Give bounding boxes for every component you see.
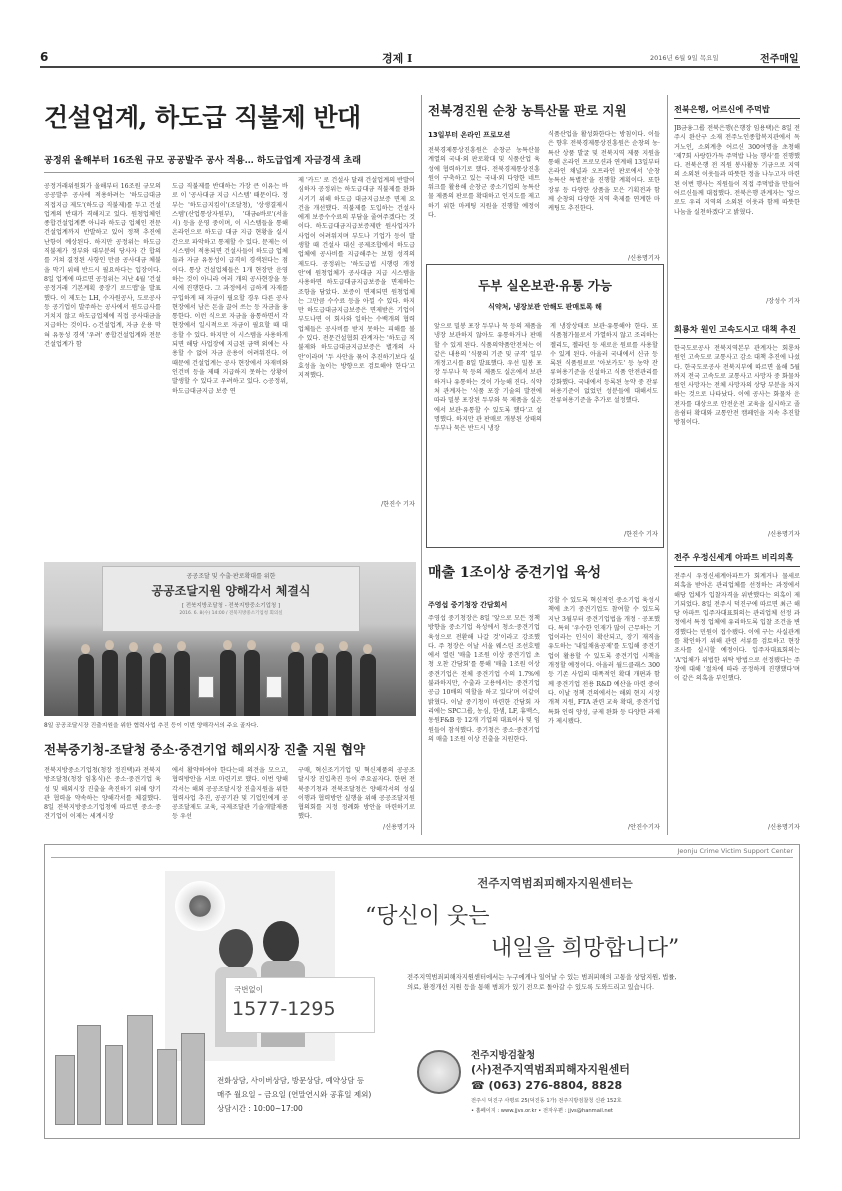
person [312, 653, 328, 716]
article1-body-col3: 제 '카드' 로 건설사 달래 건설업계의 반발이 심하자 공정위는 하도급대금 직불제를 완화시키기 위해 하도급 대금지급보증 면제 요건을 개선했다. 직불제를 도입하는 건설사에게 보증수수료의 부담을 줄여주겠다는 것이다. 하도급대금지급보증제란 원사업자가 사업이 어려워지며 부도나 기업가 등이 발생할 때 건설사 대신 공제조합에서 하도급 업체에 공사비를 지급해주는 보험 성격의 제도다. 공정위는 '하도급법 시행령 개정안'에 원청업체가 공사대금 지급 시스템을 사용하면 하도급대금지급보증을 면제하는 조항을 담았다. 보증이 면제되면 원청업체는 그만큼 수수료 등을 아낄 수 있다. 하지만 하도급대금지급보증은 면제받은 기업이 부도나면 이 회사와 일하는 수백개의 협력업체들은 공사비를 받지 못하는 피해를 볼 수 있다. 전문건설협회 관계자는 '하도급 직불제와 하도급대금지급보증은 별개의 사안'이라며 '두 사안을 묶어 추진하기보다 실효성을 높이는 방향으로 검토해야 한다'고 지적했다. [298, 177, 415, 380]
article6-headline: 전북은행, 어르신에 주먹밥 [674, 104, 770, 114]
flower-icon [175, 881, 225, 931]
header-rule [40, 66, 800, 68]
mou-photo [44, 562, 416, 716]
person-head [223, 640, 232, 650]
article2-byline: /신용명기자 [383, 824, 415, 831]
signed-document [198, 676, 214, 698]
article2-body-col3: 구매, 혁신조기기업 및 혁신제품의 공공조달시장 진입촉진 등이 주요골자다. 한편 전북중기청과 전북조달청은 양해각서의 성실이행과 협력방안 실행을 위해 공공조달지원협의회를 지정 정례화 방안을 마련하기로 했다. [298, 767, 415, 821]
article7-body: 한국도로공사 전북지역본부 관계자는 회룡차 원인 고속도로 교통사고 감소 대책 추진에 나섰다. 한국도로공사 전북지부에 따르면 올해 5월까지 전국 고속도로 교통사고 사망자 중 화물차 원인 사망자는 전체 사망자의 상당 부분을 차지하는 것으로 나타났다. 이에 공사는 화물차 운전자를 대상으로 안전운전 교육을 실시하고 졸음쉼터 확대와 교통안전 캠페인을 지속 추진할 방침이다. [674, 345, 800, 427]
ad-org-prosecutor: 전주지방검찰청 [471, 1050, 536, 1061]
paper-name: 전주매일 [760, 54, 799, 65]
building [55, 1055, 75, 1125]
hotline-number: 1577-1295 [232, 998, 336, 1020]
section-title: 경제 Ⅰ [382, 52, 413, 65]
banner-line4: 2016. 6. 8(수) 14:00 / 전북지방중소기업청 회의실 [179, 611, 283, 616]
photo-banner [102, 566, 360, 632]
article4-body-col1: 앞으로 밀봉 포장 두부나 묵 등의 제품을 냉장 보관하지 않아도 유통하거나 판매할 수 있게 된다. 식품의약품안전처는 이 같은 내용의 '식품의 기준 및 규격' 일부개정고시를 8일 발표했다. 우선 밀봉 포장 두부나 묵 등의 제품도 실온에서 보관하거나 유통하는 것이 가능해 진다. 식약처 관계자는 '식품 포장 기술의 발전에 따라 밀봉 포장된 두부와 묵 제품을 실온에서 보관·유통할 수 있도록 했다'고 설명했다. 하지만 관 판매로 개봉된 상태의 두부나 묵은 반드시 냉장 [434, 323, 542, 433]
article1-subhead: 공정위 올해부터 16조원 규모 공공발주 공사 적용… 하도급업계 자금경색 초래 [44, 155, 362, 166]
person-head [247, 640, 256, 650]
ad-description: 전주지역범죄피해자지원센터에서는 누구에게나 일어날 수 있는 범죄피해의 고통을 상담지원, 법률, 의료, 환경개선 지원 등을 통해 범죄가 있기 전으로 돌아갈 수 있도록 도와드리고 있습니다. [407, 974, 677, 991]
ad-title-org: 전주지역범죄피해자지원센터는 [477, 876, 633, 890]
article3-body-col2: 식품산업을 활성화한다는 방침이다. 이들은 향후 전북경제통상진흥원은 순창의 농·특산 상품 발굴 및 전북지역 제품 지원을 통해 온라인 프로모션과 연계해 13일부터 온라인 채널과 오프라인 판로에서 '순창 농특산 특별전'을 진행할 계획이다. 또한 장류 등 다양한 상품을 모은 기획전과 함께 순창의 다양한 지역 축제를 연계한 마케팅도 추진한다. [548, 131, 660, 213]
article4-subhead: 식약처, 냉장보관 안해도 판매토록 해 [488, 303, 602, 311]
ad-phone: ☎ (063) 276-8804, 8828 [471, 1079, 623, 1092]
article1-subhead-rule [44, 172, 414, 173]
article2-headline: 전북중기청-조달청 중소·중견기업 해외시장 진출 지원 협약 [44, 742, 366, 757]
article1-byline: /한진수 기자 [381, 501, 415, 508]
ad-web: • 홈페이지 : www.jjvs.or.kr • 전자우편 : jjvs@hanmail.net [471, 1108, 613, 1114]
article3-headline: 전북경진원 순창 농특산물 판로 지원 [428, 103, 627, 118]
ad-address: 전주시 덕진구 사평로 25(덕진동 1가) 전주지방검찰청 신관 152호 [471, 1098, 622, 1104]
article7-headline: 회룡차 원인 고속도시고 대책 추진 [674, 324, 797, 334]
article5-subhead: 주영섭 중기청장 간담회서 [428, 601, 508, 609]
hotline-box [225, 977, 375, 1033]
hotline-label: 국번없이 [234, 985, 263, 994]
person-head [291, 642, 300, 652]
banner-line3: [ 전북지방조달청 - 전북지방중소기업청 ] [181, 603, 281, 609]
child-figure [219, 929, 253, 969]
building [105, 1045, 123, 1125]
ad-top-rule [51, 857, 793, 858]
person-head [177, 641, 186, 651]
article6-byline: /장성수 기자 [766, 298, 800, 305]
person-head [153, 643, 162, 653]
person-head [129, 642, 138, 652]
column-divider-1 [421, 95, 422, 835]
person [174, 651, 190, 716]
person-head [339, 641, 348, 651]
article4-headline: 두부 실온보관·유통 가능 [478, 278, 612, 293]
ad-org-center: (사)전주지역범죄피해자지원센터 [471, 1063, 630, 1076]
article3-byline: /신용명기자 [628, 255, 660, 262]
building [127, 1015, 153, 1125]
person [288, 652, 304, 716]
article2-body-col2: 에서 활약하여야 한다는데 의견을 모으고, 협력방안을 서로 마련키로 했다. 이번 양해각서는 해외 공공조달시장 진출지원을 위한 협력사업 추진, 공공기관 및 기업인에게 공공조달제도 교육, 국제조달관 기술개발제품 등 우선 [172, 767, 288, 821]
column-divider-2 [667, 95, 668, 835]
article7-byline: /신용명기자 [768, 531, 800, 538]
article4-body-col2: 게 냉장상태로 보관·유통해야 한다. 또 식품첨가물로서 가열하지 않고 조리하는 젤리도, 젤라틴 등 새로운 원료를 사용할 수 있게 된다. 아울러 국내에서 신규 등록된 식품원료로 '아보카도' 등 농약 잔류허용기준을 신설하고 식품 안전관리를 강화했다. 국내에서 등록된 농약 중 잔류허용기준이 없었던 성분들에 대해서도 잔류허용기준을 추가로 설정했다. [550, 323, 658, 405]
person [126, 652, 142, 716]
article4-byline: /한진수 기자 [624, 531, 658, 538]
article5-byline: /안진수기자 [628, 824, 660, 831]
article6-rule [674, 118, 800, 119]
ad-time: 상담시간 : 10:00~17:00 [217, 1104, 303, 1113]
article3-subhead: 13일부터 온라인 프로모션 [428, 131, 511, 139]
victim-support-ad [44, 844, 800, 1139]
article8-body: 전주시 우정신세계아파트가 회계거나 물세로 의혹을 받아온 관리업체를 선정하는 과정에서 해당 업체가 입찰자격을 위반했다는 의혹이 제기되었다. 8일 전주시 덕진구에 따르면 최근 해당 아파트 입주자대표회의는 관리업체 선정 과정에서 특정 업체에 유리하도록 입찰 조건을 변경했다는 민원이 접수됐다. 이에 구는 사실관계를 확인하기 위해 관련 서류를 검토하고 현장 조사를 실시할 예정이다. 입주자대표회의는 'A'업체가 위법한 위탁 방법으로 선정됐다는 주장에 대해 '절차에 따라 공정하게 진행했다'며 이 같은 의혹을 부인했다. [674, 573, 800, 683]
person-head [315, 643, 324, 653]
banner-line2: 공공조달지원 양해각서 체결식 [151, 584, 311, 598]
person [336, 651, 352, 716]
issue-date: 2016년 6월 9일 목요일 [650, 54, 719, 62]
article5-headline: 매출 1조이상 중견기업 육성 [428, 565, 602, 581]
person-head [81, 644, 90, 654]
article5-body-col1: 주영섭 중기청장은 8일 '앞으로 모든 정책 방향을 중소기업 육성에서 청소·중견기업 육성으로 전환해 나갈 것'이라고 강조했다. 주 청장은 이날 서울 웨스틴 조선호텔에서 열린 '매출 1조원 이상 중견기업 초청 오찬 간담회'를 통해 '매출 1조원 이상 중견기업은 전체 중견기업 수의 1.7%에 불과하지만, 수출과 고용에서는 중견기업 공급 10배의 역할을 하고 있다'며 이같이 밝혔다. 이날 중기청이 마련한 간담회 자리에는 SPC그룹, 농심, 한샘, LF, 휴맥스, 동원F&B 등 12개 기업의 대표이사 및 임원들이 참석했다. 중기청은 중소·중견기업의 매출 1조원 이상 진출을 지원한다. [428, 615, 540, 743]
building [181, 1033, 205, 1125]
page-number: 6 [40, 50, 49, 64]
article1-body-col1: 공정거래위원회가 올해부터 16조원 규모의 공공발주 공사에 적용하려는 '하도급대금 직접지급 제도'(하도급 직불제)를 두고 건설업계의 반대가 격해지고 있다. 원청업체인 종합건설업계뿐 아니라 하도급 업체인 전문건설업계까지 반발하고 있어 정책 추진에 난항이 예상된다. 하지만 공정위는 하도급 직불제가 정부와 대부분의 당사자 간 합의를 거쳐 결정된 사항인 만큼 공사대금 체불을 막기 위해 반드시 필요하다는 입장이다. 8일 업계에 따르면 공정위는 지난 4월 '건설 공정거래 기본계획 중장기 로드맵'을 발표했다. 이 제도는 LH, 수자원공사, 도로공사 등 공기업이 발주하는 공사에서 원도급사를 거치지 않고 하도급업체에 직접 공사대금을 지급하는 것이다. ◇건설업계, 자금 운용 막혀 유동성 경색 '우려' 종합건설업계와 전문건설업계가 함 [44, 183, 161, 349]
building [157, 1049, 177, 1125]
article5-body-col2: 강할 수 있도록 혁신적인 중소기업 육성시책에 초기 중견기업도 참여할 수 있도록 지난 3월부터 중견기업법을 개정 · 공포했다. 특히 '우수한 인재가 많이 근무하는 기업이라는 인식이 확산되고, 장기 재직을 유도하는 '내일채움공제'를 도입해 중견기업이 활용할 수 있도록 중견기업 시책을 개정할 예정이다. 아울러 월드클래스 300 등 기존 사업의 대폭적인 확대 개편과 함께 중견기업 전용 R&D 예산을 마련 중이다. 이날 정책 건의에서는 해외 현지 시장 개척 지원, FTA 관련 교육 확대, 중견기업 특화 인력 양성, 규제 완화 등 다양한 과제가 제시됐다. [548, 597, 660, 725]
article8-byline: /신용명기자 [768, 824, 800, 831]
child-figure [263, 921, 299, 963]
photo-people [74, 634, 394, 716]
ad-slogan-line2: 내일을 희망합니다” [491, 936, 680, 961]
article2-body-col1: 전북지방중소기업청(청장 정진택)과 전북지방조달청(청장 임홍식)은 중소·중견기업 육성 및 해외시장 진출을 촉진하기 위해 양기관 협력을 약속하는 양해각서를 체결했다. 8일 전북지방중소기업청에 따르면 중소·중견기업이 이제는 세계시장 [44, 767, 161, 821]
city-skyline [51, 995, 211, 1125]
person [102, 650, 118, 716]
banner-line1: 공공조달 및 수출·판로확대를 위한 [186, 573, 276, 580]
person [220, 650, 236, 716]
ad-hours: 매주 월요일 – 금요일 (연말연시와 공휴일 제외) [217, 1090, 372, 1099]
photo-caption: 8일 공공조달시장 진출지원을 위한 협력사업 추진 등이 이번 양해각서의 주요 골자다. [44, 723, 259, 729]
article7-rule [674, 338, 800, 339]
person [360, 654, 376, 716]
ad-services: 전화상담, 사이버상담, 방문상담, 예약상담 등 [217, 1076, 365, 1085]
article1-body-col2: 도급 직불제를 반대하는 가장 큰 이유는 바로 이 '공사대금 지급 시스템' 때문이다. 정부는 '하도급지킴이'(조달청), '상생결제시스템'(산업통상자원부), '대금e바로'(서울시) 등을 운영 중이며, 이 시스템들을 통해 온라인으로 하도급 대금 지급 현황을 실시간으로 파악하고 통제할 수 있다. 문제는 이 시스템이 적용되면 건설사들이 하도급 업체들과 자금 유동성이 급격히 경색된다는 점이다. 통상 건설업체들은 1개 현장만 운영하는 것이 아니라 여러 개의 공사현장을 동시에 진행한다. 그 과정에서 급하게 자재를 구입하게 돼 자금이 필요할 경우 다른 공사 현장에서 남은 돈을 끌어 쓰는 등 자금을 융통한다. 이런 식으로 자금을 융통하면서 각 현장에서 일시적으로 자금이 필요할 때 대응할 수 있다. 하지만 이 시스템을 사용하게 되면 해당 사업장에 지급된 금액 외에는 사용할 수 없어 자금 운용이 어려워진다. 이 때문에 건설업계는 공사 현장에서 자재비와 인건비 등을 제때 지급하지 못하는 상황이 발생할 수 있다고 우려하고 있다. ◇공정위, 하도급대금지급 보증 연 [172, 183, 288, 395]
prosecutors-office-emblem-icon [417, 1050, 461, 1094]
article8-rule [674, 566, 800, 567]
article8-headline: 전주 우정신세계 아파트 비리의혹 [674, 552, 794, 562]
ad-slogan-line1: “당신이 웃는 [365, 904, 490, 929]
ad-org-english: Jeonju Crime Victim Support Center [677, 847, 793, 855]
signed-document [266, 676, 282, 698]
article3-body-col1: 전북경제통상진흥원은 순창군 농특산물 계열의 국내·외 판로확대 및 식품산업 육성에 협력하기로 했다. 전북경제통상진흥원이 구축하고 있는 국내·외 다양한 네트워크를 활용해 순창군 중소기업의 농특산물 제품의 판로를 확대하고 인지도를 제고하기 위한 마케팅 지원을 진행할 예정이다. [428, 147, 540, 220]
person [78, 654, 94, 716]
person-head [105, 640, 114, 650]
article6-body: JB금융그룹 전북은행(은행장 임용택)은 8일 전주시 완산구 소재 전주노인종합복지관에서 독거노인, 소외계층 어르신 300여명을 초청해 '제7회 사랑한가득 주먹밥 나눔 행사'를 진행했다. 전북은행 전 직원 봉사활동 기금으로 지역의 소외된 이웃들과 따뜻한 정을 나누고자 마련된 이번 행사는 직원들이 직접 주먹밥을 만들어 어르신들께 대접했다. 전북은행 관계자는 '앞으로도 우리 지역의 소외된 이웃과 함께 따뜻한 나눔을 실천하겠다'고 밝혔다. [674, 125, 800, 216]
building [77, 1025, 101, 1125]
person-head [363, 644, 372, 654]
person [244, 650, 260, 716]
person [150, 653, 166, 716]
article1-headline: 건설업계, 하도급 직불제 반대 [44, 103, 361, 132]
